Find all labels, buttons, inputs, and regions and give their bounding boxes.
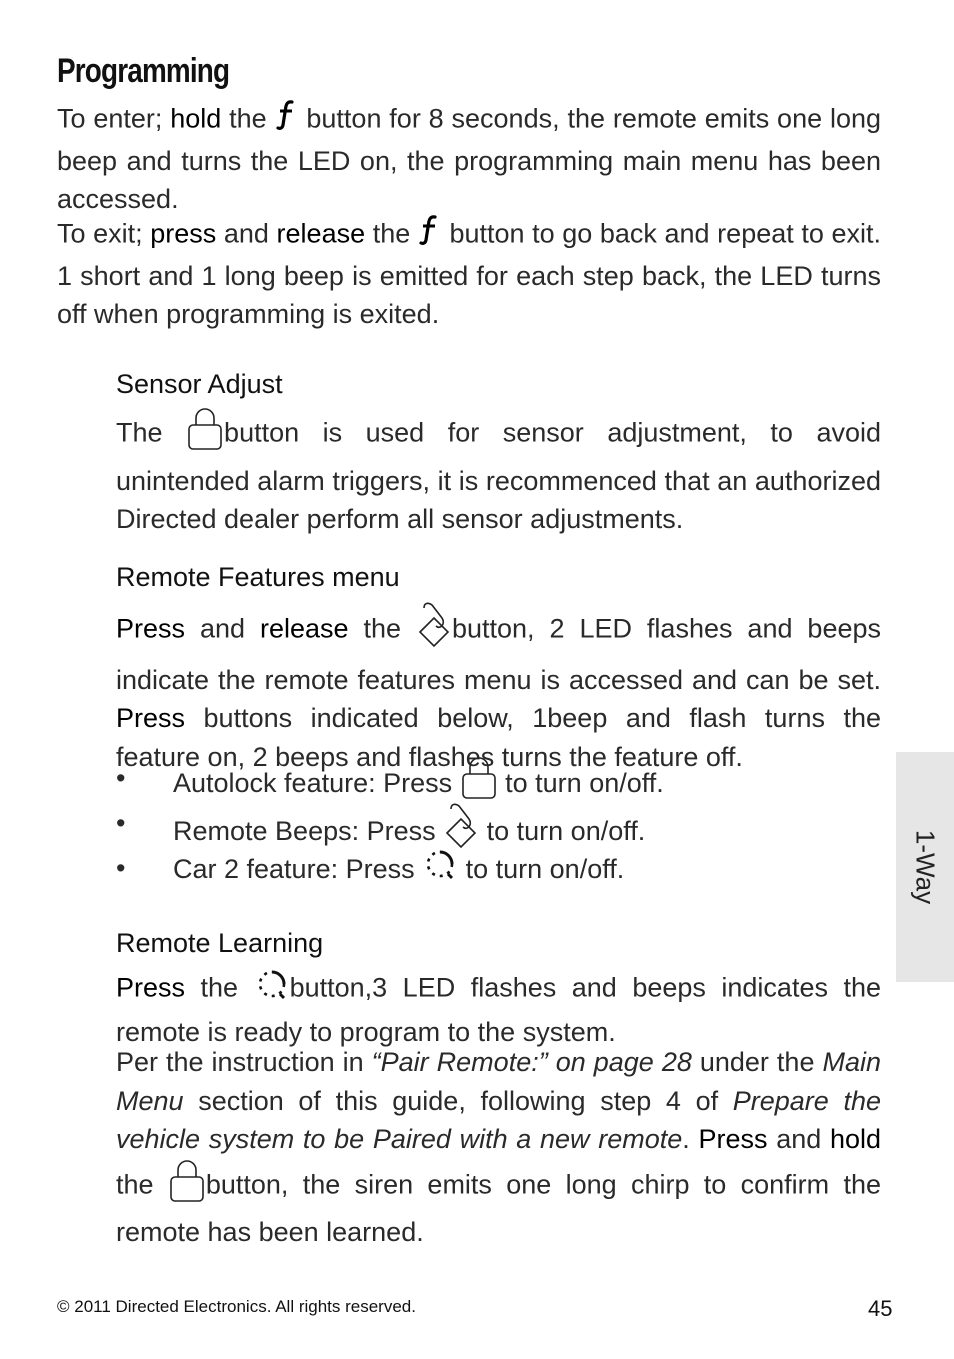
emphasis-hold: hold bbox=[829, 1124, 881, 1154]
lock-icon bbox=[186, 407, 224, 462]
text: Remote Beeps: Press bbox=[173, 816, 444, 847]
emphasis-press: press bbox=[150, 218, 217, 249]
text: the bbox=[365, 218, 418, 249]
text: button to go back and repeat to exit. 1 short and 1 long beep is emitted for each step back, the LED turns off when programming is exited. bbox=[57, 218, 881, 329]
text: Car 2 feature: Press bbox=[173, 854, 423, 885]
section-side-tab bbox=[896, 752, 954, 982]
text: to turn on/off. bbox=[458, 854, 625, 885]
text: buttons indicated below, 1beep and flash turns the feature on, 2 beeps and flashes turns the feature off. bbox=[116, 703, 881, 772]
text: and bbox=[185, 613, 260, 644]
sensor-adjust-heading: Sensor Adjust bbox=[116, 369, 283, 399]
aux-icon bbox=[254, 966, 290, 1013]
emphasis-press: Press bbox=[116, 703, 186, 733]
list-item bbox=[116, 756, 881, 801]
lock-icon bbox=[168, 1159, 206, 1214]
text: button, 2 LED flashes and beeps indicate the remote features menu is accessed and can be set. bbox=[116, 613, 881, 695]
text: The bbox=[116, 417, 187, 448]
text: to turn on/off. bbox=[497, 768, 664, 799]
text: button for 8 seconds, the remote emits one long beep and turns the LED on, the programming main menu has been accessed. bbox=[57, 103, 882, 214]
text: section of this guide, following step 4 of bbox=[183, 1085, 733, 1116]
text: the bbox=[116, 1168, 168, 1199]
text: the bbox=[221, 103, 275, 134]
remote-learning-heading: Remote Learning bbox=[116, 928, 324, 958]
emphasis-release: release bbox=[276, 218, 366, 249]
remote-features-heading: Remote Features menu bbox=[116, 562, 400, 592]
text: to turn on/off. bbox=[479, 816, 646, 847]
page-reference: “Pair Remote:” on page 28 bbox=[371, 1047, 692, 1077]
remote-learning-paragraph bbox=[116, 966, 881, 1051]
function-icon bbox=[275, 99, 299, 142]
emphasis-press: Press bbox=[116, 613, 186, 644]
text: . bbox=[682, 1124, 699, 1154]
exit-paragraph bbox=[57, 214, 881, 334]
bullet: • bbox=[116, 853, 126, 883]
pair-remote-paragraph bbox=[116, 1043, 881, 1252]
text: Autolock feature: Press bbox=[173, 768, 460, 799]
text: the bbox=[185, 972, 254, 1003]
text: To exit; bbox=[57, 218, 151, 249]
main-menu-reference: Main Menu bbox=[116, 1047, 881, 1116]
remote-features-paragraph bbox=[116, 600, 881, 776]
text: button is used for sensor adjustment, to avoid unintended alarm triggers, it is recommenced that an authorized Directed dealer perform all sensor adjustments. bbox=[116, 417, 881, 534]
sensor-adjust-paragraph bbox=[116, 407, 881, 539]
enter-paragraph bbox=[57, 99, 881, 219]
text: and bbox=[216, 218, 277, 249]
text: Per the instruction in bbox=[116, 1047, 372, 1077]
emphasis-press: Press bbox=[116, 972, 186, 1003]
list-item bbox=[116, 801, 881, 846]
feature-list bbox=[116, 756, 881, 891]
text: button,3 LED flashes and beeps indicates the remote is ready to program to the system. bbox=[116, 972, 882, 1047]
page-title: Programming bbox=[57, 52, 230, 90]
aux-icon bbox=[422, 846, 458, 896]
page-number: 45 bbox=[868, 1296, 893, 1321]
text: button, the siren emits one long chirp to confirm the remote has been learned. bbox=[116, 1168, 881, 1247]
list-item bbox=[116, 846, 881, 891]
emphasis-release: release bbox=[259, 613, 349, 644]
side-tab-label: 1-Way bbox=[910, 829, 941, 905]
emphasis-hold: hold bbox=[170, 103, 222, 134]
text: To enter; bbox=[57, 103, 171, 134]
text: and bbox=[767, 1124, 830, 1154]
step-reference: Prepare the vehicle system to be Paired with a new remote bbox=[116, 1085, 881, 1154]
bullet: • bbox=[116, 763, 126, 793]
footer-copyright: © 2011 Directed Electronics. All rights reserved. bbox=[57, 1297, 416, 1316]
horn-icon bbox=[416, 600, 452, 661]
bullet: • bbox=[116, 808, 126, 838]
text: the bbox=[348, 613, 416, 644]
function-icon bbox=[418, 214, 442, 257]
emphasis-press: Press bbox=[698, 1124, 768, 1154]
text: under the bbox=[691, 1047, 823, 1077]
